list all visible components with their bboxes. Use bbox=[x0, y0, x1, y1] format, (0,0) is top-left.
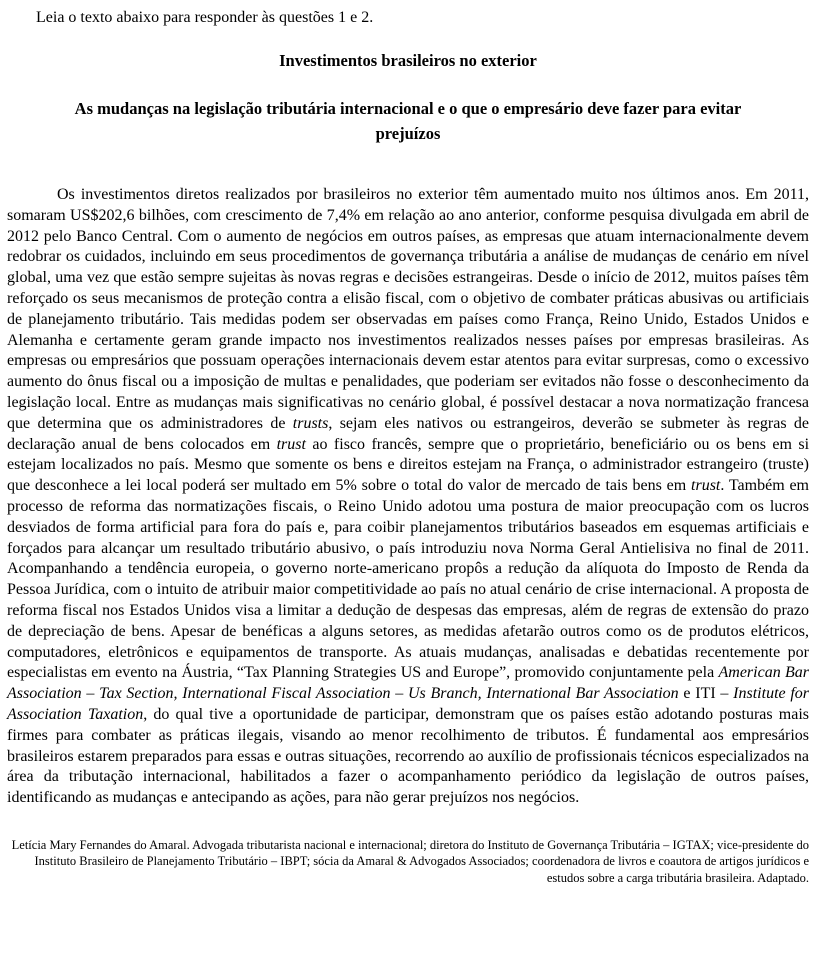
reading-instruction: Leia o texto abaixo para responder às questões 1 e 2. bbox=[36, 9, 374, 26]
article-title: Investimentos brasileiros no exterior bbox=[279, 51, 537, 70]
article-body-paragraph: Os investimentos diretos realizados por brasileiros no exterior têm aumentado muito nos últimos anos. Em 2011, somaram US$202,6 bilhões, com crescimento de 7,4% em relação ao ano anterior, conforme pesquisa divulgada em abril de 2012 pelo Banco Central. Com o aumento de negócios em outros países, as empresas que atuam internacionalmente devem redobrar os cuidados, incluindo em seus procedimentos de governança tributária a análise de mudanças de cenário em nível global, uma vez que estão sempre sujeitas às novas regras e decisões estrangeiras. Desde o início de 2012, muitos países têm reforçado os seus mecanismos de proteção contra a elisão fiscal, com o objetivo de combater práticas abusivas ou artificiais de planejamento tributário. Tais medidas podem ser observadas em países como França, Reino Unido, Estados Unidos e Alemanha e certamente geram grande impacto nos investimentos realizados nesses países por empresas brasileiras. As empresas ou empresários que possuam operações internacionais devem estar atentos para evitar surpresas, como o excessivo aumento do ônus fiscal ou a imposição de multas e penalidades, que poderiam ser evitados não fosse o desconhecimento da legislação local. Entre as mudanças mais significativas no cenário global, é possível destacar a nova normatização francesa que determina que os administradores de trusts, sejam eles nativos ou estrangeiros, deverão se submeter às regras de declaração anual de bens colocados em trust ao fisco francês, sempre que o proprietário, beneficiário ou os bens em si estejam localizados no país. Mesmo que somente os bens e direitos estejam na França, o administrador estrangeiro (truste) que desconhece a lei local poderá ser multado em 5% sobre o total do valor de mercado de tais bens em trust. Também em processo de reforma das normatizações fiscais, o Reino Unido adotou uma postura de maior preocupação com os lucros desviados de forma artificial para fora do país e, para coibir planejamentos tributários baseados em esquemas artificiais e forçados para alcançar um resultado tributário abusivo, o país introduziu nova Norma Geral Antielisiva no final de 2011. Acompanhando a tendência europeia, o governo norte-americano propôs a redução da alíquota do Imposto de Renda da Pessoa Jurídica, com o intuito de atribuir maior competitividade ao país no atual cenário de crise internacional. A proposta de reforma fiscal nos Estados Unidos visa a limitar a dedução de despesas das empresas, além de regras de extensão do prazo de depreciação de bens. Apesar de benéficas a alguns setores, as medidas afetarão outros como os de produtos elétricos, computadores, eletrônicos e equipamentos de transporte. As atuais mudanças, analisadas e debatidas recentemente por especialistas em evento na Áustria, “Tax Planning Strategies US and Europe”, promovido conjuntamente pela American Bar Association – Tax Section, International Fiscal Association – Us Branch, International Bar Association e ITI – Institute for Association Taxation, do qual tive a oportunidade de participar, demonstram que os países estão adotando posturas mais firmes para combater as práticas ilegais, visando ao menor recolhimento de tributos. É fundamental aos empresários brasileiros estarem preparados para essas e outras situações, recorrendo ao auxílio de profissionais técnicos especializados na área da tributação internacional, habilitados a fazer o acompanhamento periódico da legislação de outros países, identificando as mudanças e antecipando as ações, para não gerar prejuízos nos negócios. bbox=[7, 186, 810, 807]
source-credit: Letícia Mary Fernandes do Amaral. Advogada tributarista nacional e internacional; diretora do Instituto de Governança Tributária – IGTAX; vice-presidente do Instituto Brasileiro de Planejamento Tributário – IBPT; sócia da Amaral & Advogados Associados; coordenadora de livros e coautora de artigos jurídicos e estudos sobre a carga tributária brasileira. Adaptado. bbox=[11, 837, 809, 885]
article-subtitle: As mudanças na legislação tributária internacional e o que o empresário deve fazer para evitar prejuízos bbox=[74, 99, 742, 143]
